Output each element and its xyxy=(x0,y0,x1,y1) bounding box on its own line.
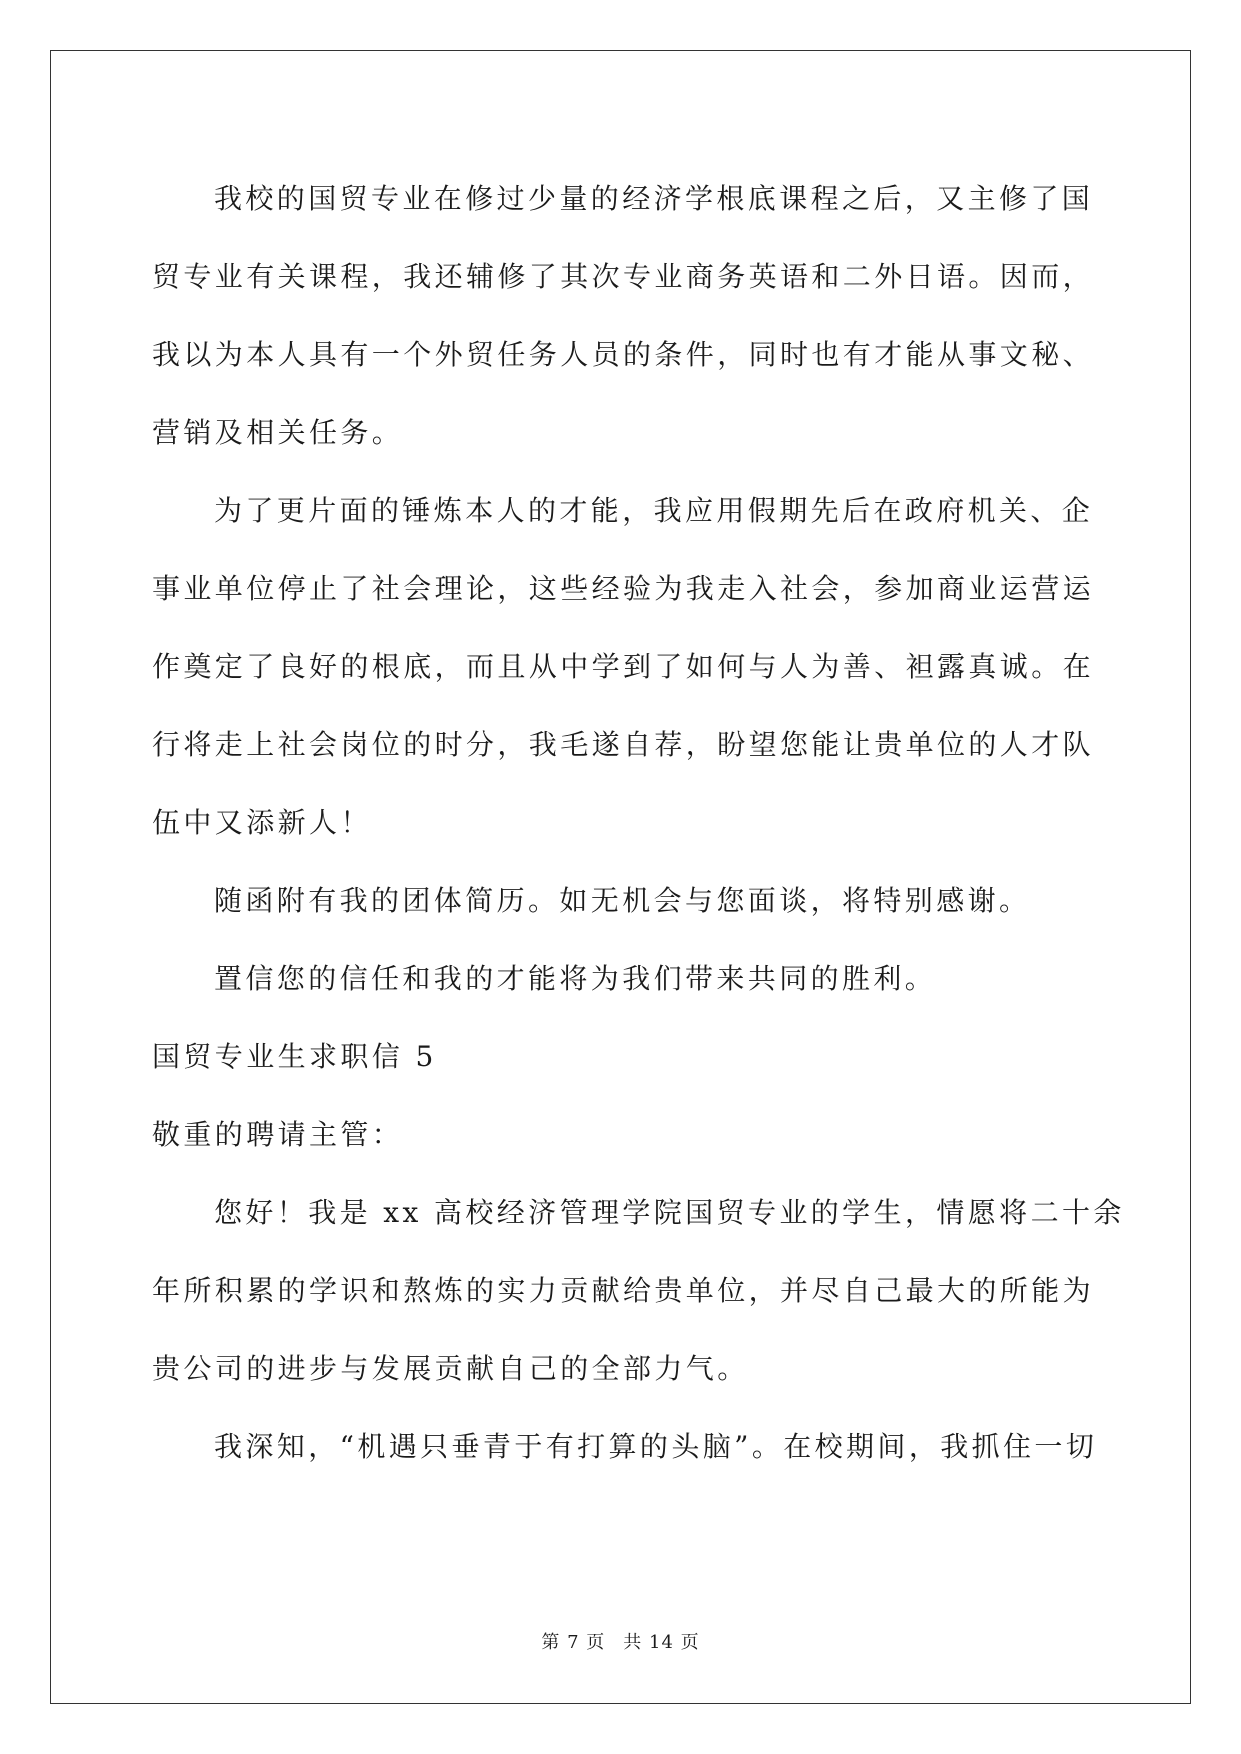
text-line: 为了更片面的锤炼本人的才能，我应用假期先后在政府机关、企 xyxy=(214,494,1094,527)
section-heading xyxy=(152,1018,1090,1096)
text-line: 伍中又添新人！ xyxy=(152,806,372,839)
text-line: 贵公司的进步与发展贡献自己的全部力气。 xyxy=(152,1352,749,1385)
paragraph xyxy=(152,1174,1125,1408)
paragraph xyxy=(152,1408,1098,1486)
text-line: 随函附有我的团体简历。如无机会与您面谈，将特别感谢。 xyxy=(214,884,1031,917)
text-line: 国贸专业生求职信 5 xyxy=(152,1040,437,1073)
page-number: 第 7 页 xyxy=(541,1632,606,1653)
text-line: 年所积累的学识和熬炼的实力贡献给贵单位，并尽自己最大的所能为 xyxy=(152,1274,1095,1307)
text-line: 敬重的聘请主管： xyxy=(152,1118,404,1151)
text-line: 您好！我是 xx 高校经济管理学院国贸专业的学生，情愿将二十余 xyxy=(214,1196,1125,1229)
paragraph xyxy=(152,160,1095,472)
text-line: 作奠定了良好的根底，而且从中学到了如何与人为善、袒露真诚。在 xyxy=(152,650,1095,683)
page-footer xyxy=(0,1628,1241,1654)
text-line: 贸专业有关课程，我还辅修了其次专业商务英语和二外日语。因而， xyxy=(152,260,1095,293)
text-line: 我以为本人具有一个外贸任务人员的条件，同时也有才能从事文秘、 xyxy=(152,338,1095,371)
document-body xyxy=(152,160,1125,1486)
text-line: 营销及相关任务。 xyxy=(152,416,404,449)
page-total: 共 14 页 xyxy=(623,1632,700,1653)
paragraph xyxy=(152,472,1095,862)
text-line: 置信您的信任和我的才能将为我们带来共同的胜利。 xyxy=(214,962,937,995)
text-line: 事业单位停止了社会理论，这些经验为我走入社会，参加商业运营运 xyxy=(152,572,1095,605)
text-line: 我校的国贸专业在修过少量的经济学根底课程之后，又主修了国 xyxy=(214,182,1094,215)
text-line: 行将走上社会岗位的时分，我毛遂自荐，盼望您能让贵单位的人才队 xyxy=(152,728,1095,761)
salutation xyxy=(152,1096,1090,1174)
paragraph xyxy=(152,862,1090,940)
text-line: 我深知，“机遇只垂青于有打算的头脑”。在校期间，我抓住一切 xyxy=(214,1430,1098,1463)
paragraph xyxy=(152,940,1090,1018)
